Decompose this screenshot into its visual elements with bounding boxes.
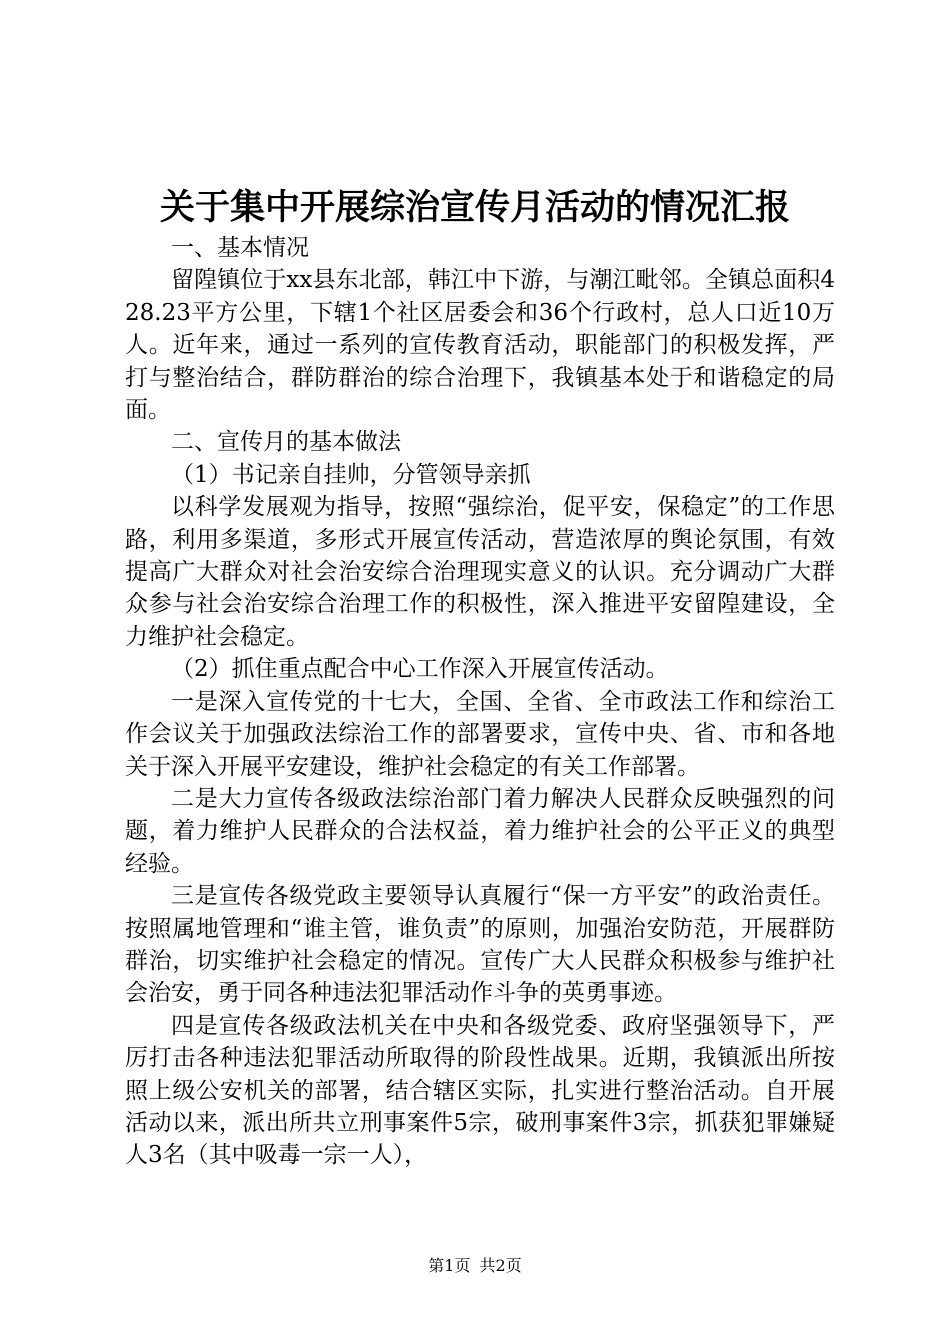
paragraph-point-one: 一是深入宣传党的十七大，全国、全省、全市政法工作和综治工作会议关于加强政法综治工作的部署要求，宣传中央、省、市和各地关于深入开展平安建设，维护社会稳定的有关工作部署。	[125, 688, 835, 780]
section-heading-basic-practices: 二、宣传月的基本做法	[171, 429, 401, 456]
document-body	[125, 232, 835, 1172]
page-total: 共2页	[479, 1256, 522, 1275]
subheading-key-points: （2）抓住重点配合中心工作深入开展宣传活动。	[171, 656, 669, 683]
paragraph-point-two: 二是大力宣传各级政法综治部门着力解决人民群众反映强烈的问题，着力维护人民群众的合法权益，着力维护社会的公平正义的典型经验。	[125, 785, 835, 877]
paragraph-town-overview: 留隍镇位于xx县东北部，韩江中下游，与潮江毗邻。全镇总面积428.23平方公里，下辖1个社区居委会和36个行政村，总人口近10万人。近年来，通过一系列的宣传教育活动，职能部门的积极发挥，严打与整治结合，群防群治的综合治理下，我镇基本处于和谐稳定的局面。	[125, 267, 835, 424]
paragraph-point-three: 三是宣传各级党政主要领导认真履行“保一方平安”的政治责任。按照属地管理和“谁主管，谁负责”的原则，加强治安防范，开展群防群治，切实维护社会稳定的情况。宣传广大人民群众积极参与维护社会治安，勇于同各种违法犯罪活动作斗争的英勇事迹。	[125, 883, 835, 1007]
document-title: 关于集中开展综治宣传月活动的情况汇报	[159, 187, 790, 228]
page-footer	[0, 1256, 950, 1276]
paragraph-point-four: 四是宣传各级政法机关在中央和各级党委、政府坚强领导下，严厉打击各种违法犯罪活动所取得的阶段性战果。近期，我镇派出所按照上级公安机关的部署，结合辖区实际，扎实进行整治活动。自开展活动以来，派出所共立刑事案件5宗，破刑事案件3宗，抓获犯罪嫌疑人3名（其中吸毒一宗一人），	[125, 1012, 835, 1169]
subheading-leadership: （1）书记亲自挂帅，分管领导亲抓	[171, 461, 531, 488]
page-number: 第1页	[428, 1256, 471, 1275]
paragraph-guiding-idea: 以科学发展观为指导，按照“强综治，促平安，保稳定”的工作思路，利用多渠道，多形式开展宣传活动，营造浓厚的舆论氛围，有效提高广大群众对社会治安综合治理现实意义的认识。充分调动广大群众参与社会治安综合治理工作的积极性，深入推进平安留隍建设，全力维护社会稳定。	[125, 494, 835, 650]
section-heading-basic-situation: 一、基本情况	[171, 235, 309, 261]
